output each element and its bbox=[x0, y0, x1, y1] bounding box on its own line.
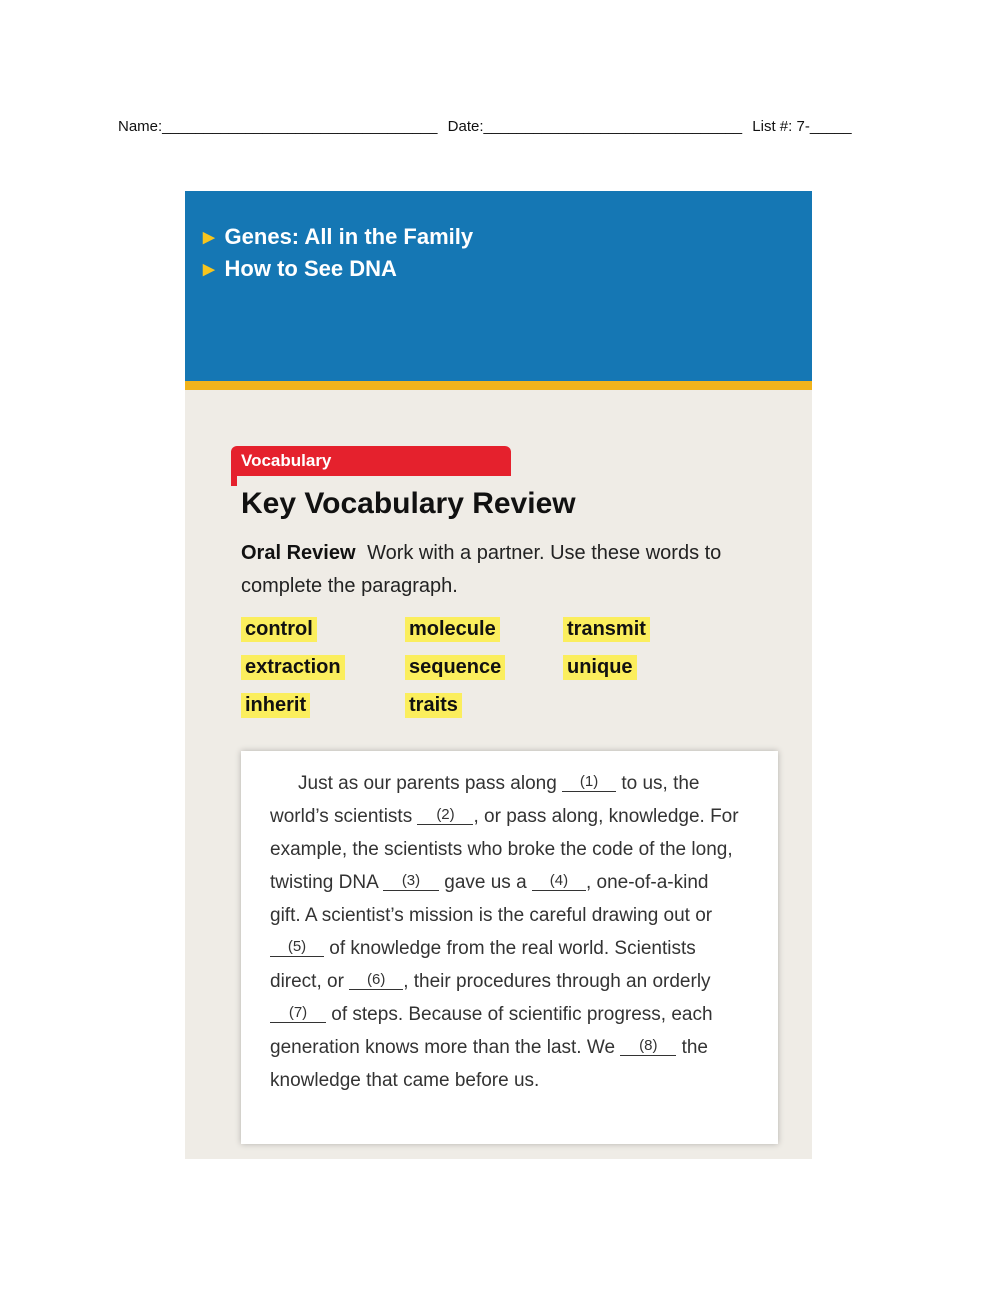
tab-accent bbox=[231, 474, 237, 486]
triangle-bullet-icon: ▶ bbox=[203, 229, 215, 246]
divider bbox=[185, 381, 812, 390]
paragraph-text: of steps. Because of scientific progress, each generation knows more than the last. We bbox=[270, 1004, 713, 1058]
blank-1[interactable]: (1) bbox=[562, 773, 616, 792]
instruction-heading: Oral Review bbox=[241, 542, 356, 564]
blank-2[interactable]: (2) bbox=[417, 806, 473, 825]
section-title: Key Vocabulary Review bbox=[241, 487, 576, 520]
topic-label: Genes: All in the Family bbox=[224, 224, 474, 249]
paragraph-text: to us, the world’s scientists bbox=[270, 773, 700, 827]
blank-7[interactable]: (7) bbox=[270, 1004, 326, 1023]
paragraph-text: the knowledge that came before us. bbox=[270, 1037, 708, 1091]
topic-item bbox=[203, 256, 397, 282]
blank-6[interactable]: (6) bbox=[349, 971, 403, 990]
triangle-bullet-icon: ▶ bbox=[203, 261, 215, 278]
vocab-word: control bbox=[241, 617, 317, 642]
blank-3[interactable]: (3) bbox=[383, 872, 439, 891]
date-field[interactable]: Date:_______________________________ bbox=[447, 118, 743, 135]
blank-8[interactable]: (8) bbox=[620, 1037, 676, 1056]
blank-4[interactable]: (4) bbox=[532, 872, 586, 891]
paragraph-text: , or pass along, knowledge. For example, the scientists who broke the code of the long, twisting DNA bbox=[270, 806, 739, 893]
vocab-word: unique bbox=[563, 655, 637, 680]
cloze-paragraph bbox=[270, 767, 740, 1097]
instruction-text: Work with a partner. Use these words to complete the paragraph. bbox=[241, 542, 722, 597]
paragraph-text: , one-of-a-kind gift. A scientist’s mission is the careful drawing out or bbox=[270, 872, 713, 926]
vocabulary-tab: Vocabulary bbox=[231, 446, 511, 476]
textbook-page bbox=[185, 191, 812, 1159]
blank-5[interactable]: (5) bbox=[270, 938, 324, 957]
vocab-word: extraction bbox=[241, 655, 345, 680]
list-number-field[interactable]: List #: 7-_____ bbox=[752, 118, 852, 135]
name-field[interactable]: Name:_________________________________ bbox=[118, 118, 438, 135]
paragraph-text: , their procedures through an orderly bbox=[403, 971, 711, 992]
cloze-paragraph-box bbox=[241, 751, 778, 1144]
vocab-word: sequence bbox=[405, 655, 505, 680]
worksheet-header bbox=[118, 118, 878, 135]
paragraph-text: gave us a bbox=[444, 872, 527, 893]
paragraph-text: Just as our parents pass along bbox=[298, 773, 557, 794]
paragraph-text: of knowledge from the real world. Scientists direct, or bbox=[270, 938, 696, 992]
instructions bbox=[241, 537, 781, 603]
topic-item bbox=[203, 224, 473, 250]
vocab-word: transmit bbox=[563, 617, 650, 642]
vocab-word: inherit bbox=[241, 693, 310, 718]
vocab-word: traits bbox=[405, 693, 462, 718]
topic-banner bbox=[185, 191, 812, 381]
topic-label: How to See DNA bbox=[224, 256, 397, 281]
vocab-word: molecule bbox=[405, 617, 500, 642]
